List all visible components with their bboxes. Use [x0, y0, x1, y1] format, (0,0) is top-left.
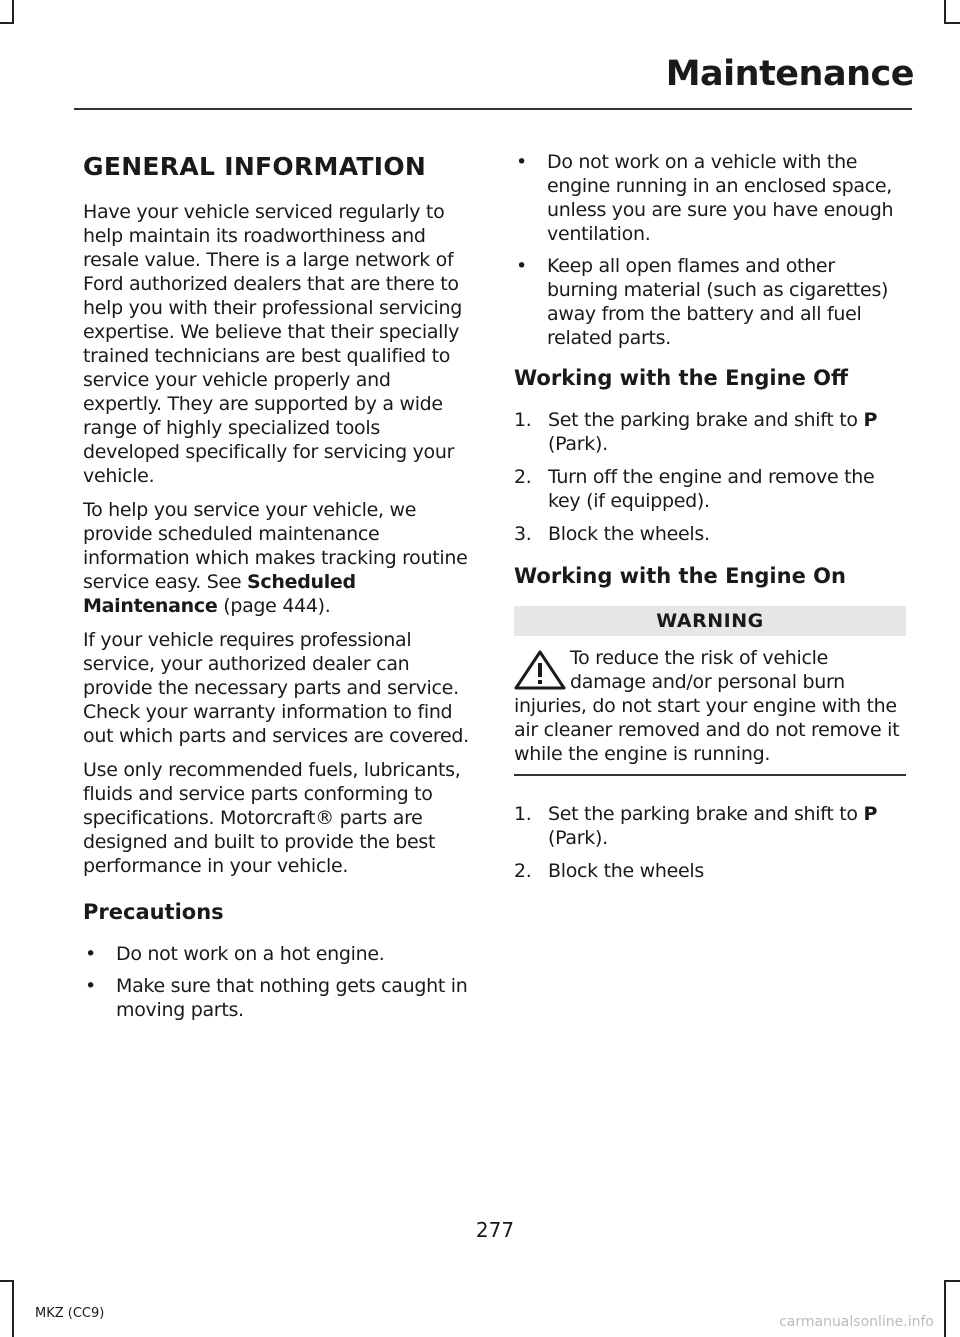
- header-divider: [74, 108, 912, 110]
- list-item-text: Keep all open flames and other burning material (such as cigarettes) away from the battery and all fuel related parts.: [547, 255, 889, 349]
- model-code: MKZ (CC9): [35, 1306, 105, 1321]
- scheduled-maintenance-link[interactable]: Scheduled Maintenance: [83, 571, 356, 617]
- bullet-icon: •: [85, 975, 96, 997]
- crop-mark: [0, 1280, 14, 1282]
- list-item: [514, 150, 906, 246]
- list-item-text: Do not work on a vehicle with the engine running in an enclosed space, unless you are sure you have enough ventilation.: [547, 151, 894, 245]
- section-heading-engine-on: Working with the Engine On: [514, 564, 846, 588]
- crop-mark: [944, 0, 946, 24]
- warning-header: WARNING: [514, 606, 906, 636]
- step-number: 3.: [514, 523, 532, 545]
- list-item: [83, 974, 475, 1022]
- warning-triangle-icon: [514, 650, 566, 690]
- step-number: 1.: [514, 803, 532, 825]
- list-item: [83, 942, 475, 966]
- paragraph-professional-service: If your vehicle requires professional service, your authorized dealer can provide the necessary parts and service. Check your warranty information to find out which parts and services are covered.: [83, 629, 469, 747]
- page-title: Maintenance: [665, 54, 914, 94]
- left-column: [83, 150, 475, 1036]
- crop-mark: [944, 1280, 946, 1337]
- bullet-icon: •: [516, 255, 527, 277]
- step-text-suffix: (Park).: [548, 433, 608, 455]
- step-text: Turn off the engine and remove the key (if equipped).: [548, 466, 875, 512]
- step-text-suffix: (Park).: [548, 827, 608, 849]
- crop-mark: [944, 1280, 960, 1282]
- list-item-text: Make sure that nothing gets caught in moving parts.: [116, 975, 468, 1021]
- bullet-icon: •: [516, 151, 527, 173]
- page-reference: (page 444).: [217, 595, 331, 617]
- step-number: 2.: [514, 466, 532, 488]
- warning-box: [514, 646, 906, 766]
- step-item: [514, 408, 906, 456]
- step-text: Block the wheels: [548, 860, 704, 882]
- warning-divider: [514, 774, 906, 776]
- step-text: Block the wheels.: [548, 523, 710, 545]
- engine-off-steps: [514, 408, 906, 546]
- step-number: 1.: [514, 409, 532, 431]
- paragraph-scheduled-maintenance: [83, 498, 475, 618]
- step-text: Set the parking brake and shift to: [548, 409, 864, 431]
- engine-on-steps: [514, 802, 906, 883]
- bullet-icon: •: [85, 943, 96, 965]
- step-item: [514, 802, 906, 850]
- step-number: 2.: [514, 860, 532, 882]
- paragraph-recommended-fuels: Use only recommended fuels, lubricants, fluids and service parts conforming to specifications. Motorcraft® parts are designed and built to provide the best performance in your vehicle.: [83, 759, 461, 877]
- watermark: carmanualsonline.info: [779, 1314, 934, 1330]
- list-item-text: Do not work on a hot engine.: [116, 943, 385, 965]
- step-item: [514, 522, 906, 546]
- step-item: [514, 465, 906, 513]
- page-number: 277: [475, 1218, 515, 1242]
- crop-mark: [12, 0, 14, 24]
- gear-position: P: [863, 409, 878, 431]
- list-item: [514, 254, 906, 350]
- crop-mark: [0, 22, 14, 24]
- right-column: [514, 150, 906, 899]
- section-heading-precautions: Precautions: [83, 900, 224, 924]
- section-heading-general-information: GENERAL INFORMATION: [83, 152, 427, 181]
- gear-position: P: [863, 803, 878, 825]
- crop-mark: [12, 1280, 14, 1337]
- precautions-list-continued: [514, 150, 906, 350]
- step-item: [514, 859, 906, 883]
- paragraph-servicing: Have your vehicle serviced regularly to help maintain its roadworthiness and resale value. There is a large network of Ford authorized dealers that are there to help you with their professional servicing expertise. We believe that their specially trained technicians are best qualified to service your vehicle properly and expertly. They are supported by a wide range of highly specialized tools developed specifically for servicing your vehicle.: [83, 201, 463, 487]
- paragraph-text: To help you service your vehicle, we provide scheduled maintenance information which makes tracking routine service easy. See: [83, 499, 468, 593]
- warning-text: To reduce the risk of vehicle damage and/or personal burn injuries, do not start your engine with the air cleaner removed and do not remove it while the engine is running.: [514, 647, 900, 765]
- section-heading-engine-off: Working with the Engine Off: [514, 366, 848, 390]
- crop-mark: [944, 22, 960, 24]
- precautions-list: [83, 942, 475, 1022]
- step-text: Set the parking brake and shift to: [548, 803, 864, 825]
